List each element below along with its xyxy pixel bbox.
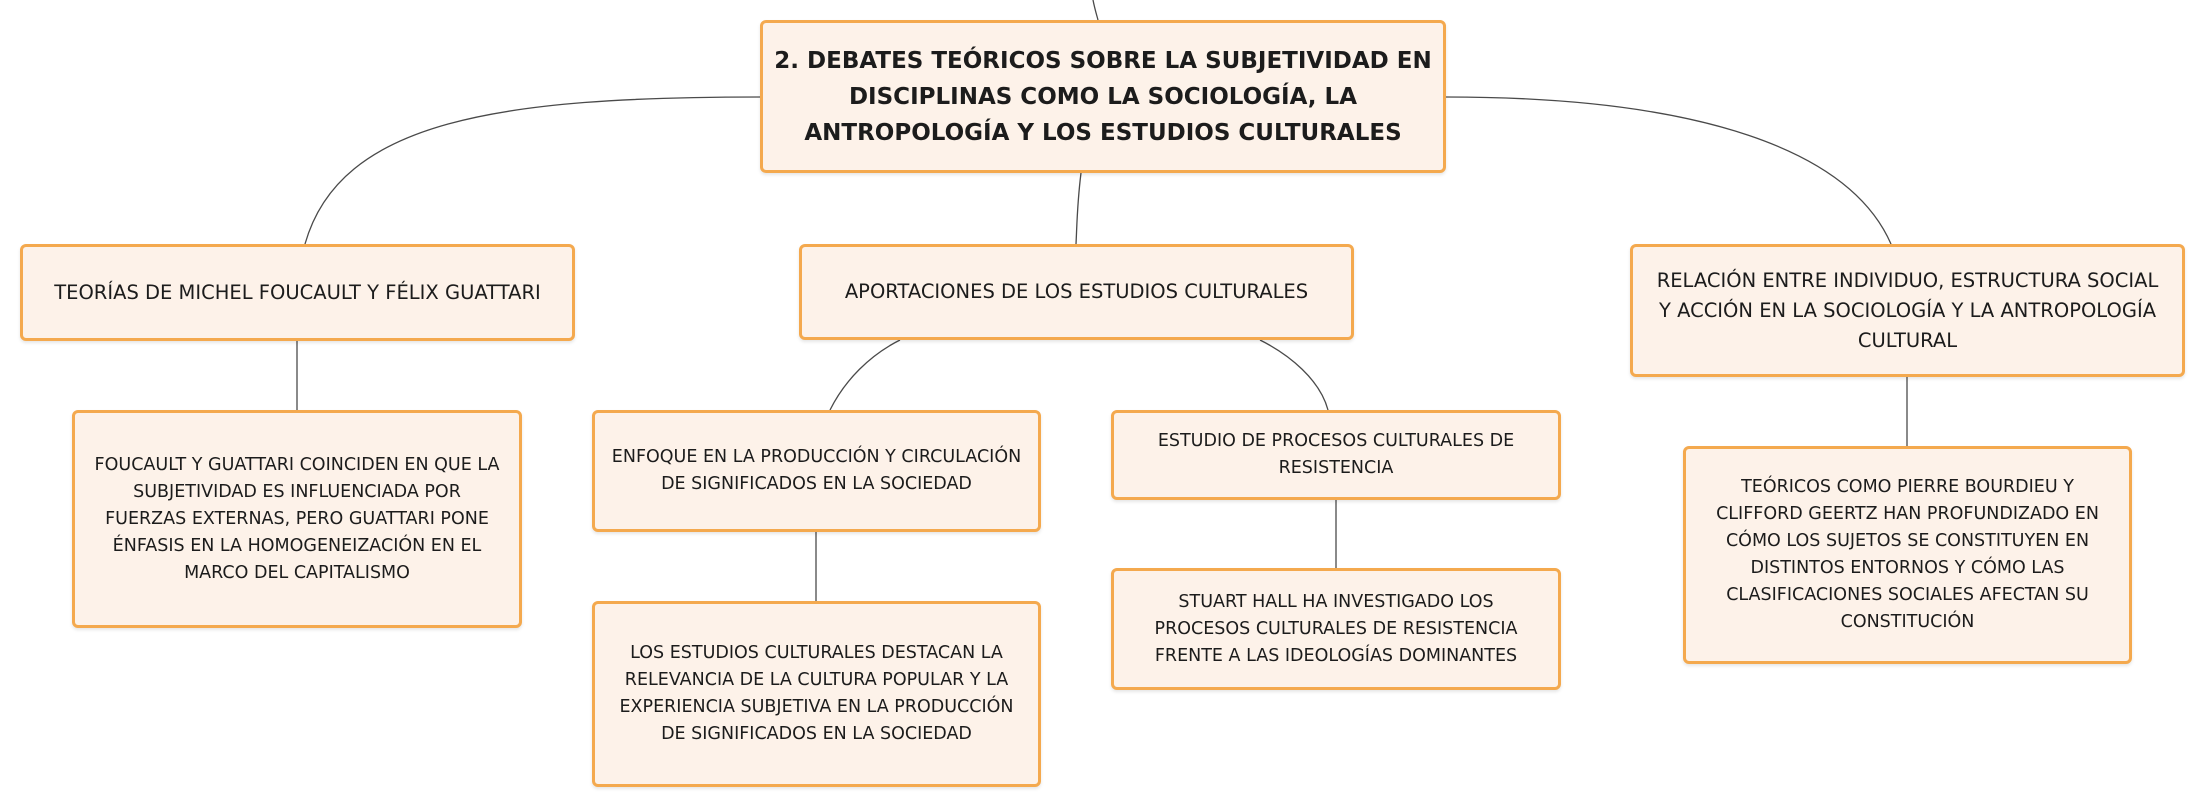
- connector-root-to-foucault: [305, 97, 760, 244]
- subtopic-procesos-resistencia-label: ESTUDIO DE PROCESOS CULTURALES DE RESISTENCIA: [1157, 431, 1515, 478]
- topic-foucault-guattari-label: TEORÍAS DE MICHEL FOUCAULT Y FÉLIX GUATTARI: [54, 280, 541, 304]
- connector-estudios-to-enfoque: [830, 340, 900, 410]
- topic-relacion-individuo-label: RELACIÓN ENTRE INDIVIDUO, ESTRUCTURA SOCIAL Y ACCIÓN EN LA SOCIOLOGÍA Y LA ANTROPOLOGÍA CULTURAL: [1656, 268, 2159, 352]
- subtopic-produccion-significados-label: ENFOQUE EN LA PRODUCCIÓN Y CIRCULACIÓN DE SIGNIFICADOS EN LA SOCIEDAD: [611, 447, 1022, 494]
- topic-estudios-culturales-label: APORTACIONES DE LOS ESTUDIOS CULTURALES: [844, 280, 1309, 303]
- connector-parent-to-root: [1093, 0, 1098, 20]
- topic-relacion-individuo[interactable]: [1630, 244, 2185, 377]
- root-topic-label: 2. DEBATES TEÓRICOS SOBRE LA SUBJETIVIDAD EN DISCIPLINAS COMO LA SOCIOLOGÍA, LA ANTROPOLOGÍA Y LOS ESTUDIOS CULTURALES: [774, 47, 1432, 146]
- connector-root-to-estudios: [1076, 173, 1081, 244]
- subtopic-procesos-resistencia[interactable]: [1111, 410, 1561, 500]
- subtopic-stuart-hall[interactable]: [1111, 568, 1561, 690]
- connector-root-to-relacion: [1446, 97, 1891, 244]
- subtopic-stuart-hall-label: STUART HALL HA INVESTIGADO LOS PROCESOS CULTURALES DE RESISTENCIA FRENTE A LAS IDEOLOGÍAS DOMINANTES: [1154, 591, 1518, 666]
- connector-estudios-to-resistencia: [1260, 340, 1328, 410]
- root-topic-node[interactable]: [760, 20, 1446, 173]
- topic-estudios-culturales[interactable]: [799, 244, 1354, 340]
- subtopic-cultura-popular[interactable]: [592, 601, 1041, 787]
- subtopic-bourdieu-geertz-label: TEÓRICOS COMO PIERRE BOURDIEU Y CLIFFORD GEERTZ HAN PROFUNDIZADO EN CÓMO LOS SUJETOS SE CONSTITUYEN EN DISTINTOS ENTORNOS Y CÓMO LAS CLASIFICACIONES SOCIALES AFECTAN SU CONSTITUCIÓN: [1716, 477, 2099, 632]
- subtopic-foucault-guattari-coinciden-label: FOUCAULT Y GUATTARI COINCIDEN EN QUE LA SUBJETIVIDAD ES INFLUENCIADA POR FUERZAS EXTERNAS, PERO GUATTARI PONE ÉNFASIS EN LA HOMOGENEIZACIÓN EN EL MARCO DEL CAPITALISMO: [94, 454, 500, 583]
- subtopic-produccion-significados[interactable]: [592, 410, 1041, 532]
- subtopic-cultura-popular-label: LOS ESTUDIOS CULTURALES DESTACAN LA RELEVANCIA DE LA CULTURA POPULAR Y LA EXPERIENCIA SUBJETIVA EN LA PRODUCCIÓN DE SIGNIFICADOS EN LA SOCIEDAD: [619, 643, 1014, 744]
- subtopic-bourdieu-geertz[interactable]: [1683, 446, 2132, 664]
- subtopic-foucault-guattari-coinciden[interactable]: [72, 410, 522, 628]
- topic-foucault-guattari[interactable]: [20, 244, 575, 341]
